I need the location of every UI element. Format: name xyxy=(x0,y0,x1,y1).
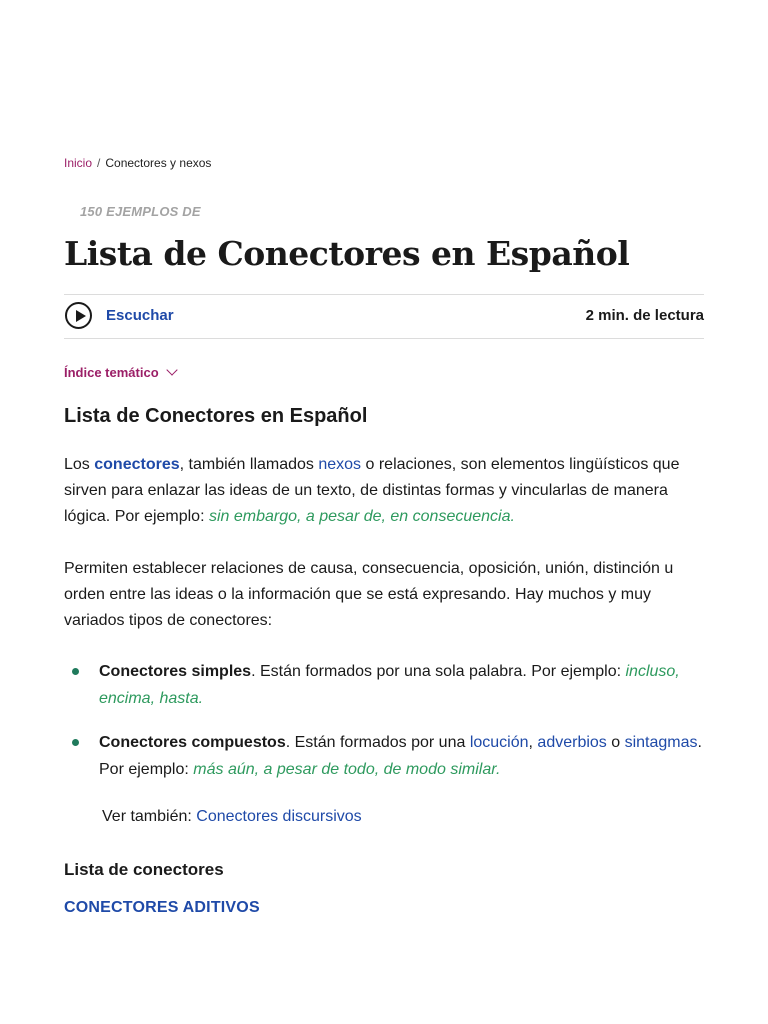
intro-text: , también llamados xyxy=(179,456,319,473)
link-locucion[interactable]: locución xyxy=(469,734,529,751)
listen-button[interactable]: Escuchar xyxy=(106,307,174,324)
play-icon xyxy=(76,310,86,322)
link-conectores[interactable]: conectores xyxy=(94,456,180,473)
intro-paragraph xyxy=(64,452,704,530)
list-item xyxy=(64,658,704,712)
bullet-term: Conectores simples xyxy=(99,663,252,680)
bullet-text: . Están formados por una xyxy=(285,734,470,751)
see-also-label: Ver también: xyxy=(102,808,197,825)
second-paragraph: Permiten establecer relaciones de causa, consecuencia, oposición, unión, distinción u orden entre las ideas o la información que se está expresando. Hay muchos y muy variados tipos de conectores: xyxy=(64,560,674,629)
intro-text: Los xyxy=(64,456,95,473)
bullet-example: incluso, encima, hasta. xyxy=(99,663,680,707)
chevron-down-icon xyxy=(166,364,177,375)
article-eyebrow: 150 EJEMPLOS DE xyxy=(80,204,201,219)
intro-text: o relaciones, son elementos lingüísticos que sirven para enlazar las ideas de un texto, de distintas formas y vincularlas de manera lógica. Por ejemplo: xyxy=(64,456,680,525)
toc-label: Índice temático xyxy=(64,365,159,380)
link-sintagmas[interactable]: sintagmas xyxy=(624,734,698,751)
section-title: Lista de Conectores en Español xyxy=(64,405,368,427)
list-item xyxy=(64,729,704,783)
link-adverbios[interactable]: adverbios xyxy=(537,734,607,751)
breadcrumb-home-link[interactable]: Inicio xyxy=(64,156,93,170)
breadcrumb-separator: / xyxy=(97,156,101,170)
bullet-text: . Por ejemplo: xyxy=(99,734,702,778)
audio-player-bar xyxy=(64,294,704,339)
breadcrumb xyxy=(64,156,211,170)
link-nexos[interactable]: nexos xyxy=(318,456,362,473)
bullet-text: o xyxy=(606,734,625,751)
breadcrumb-current: Conectores y nexos xyxy=(105,156,212,170)
list-title: Lista de conectores xyxy=(64,860,224,879)
link-conectores-discursivos[interactable]: Conectores discursivos xyxy=(196,808,362,825)
see-also xyxy=(102,808,362,826)
bullet-text: . Están formados por una sola palabra. Por ejemplo: xyxy=(251,663,626,680)
connector-types-list xyxy=(64,658,704,800)
reading-time: 2 min. de lectura xyxy=(585,307,704,324)
table-of-contents-toggle[interactable] xyxy=(64,365,176,380)
bullet-term: Conectores compuestos xyxy=(99,734,286,751)
bullet-example: más aún, a pesar de todo, de modo similar. xyxy=(193,761,501,778)
page-title: Lista de Conectores en Español xyxy=(64,234,630,273)
bullet-dot xyxy=(72,739,79,746)
category-title: CONECTORES ADITIVOS xyxy=(64,899,260,916)
bullet-text: , xyxy=(528,734,538,751)
intro-example: sin embargo, a pesar de, en consecuencia. xyxy=(208,508,515,525)
play-button[interactable] xyxy=(65,302,92,329)
bullet-dot xyxy=(72,668,79,675)
